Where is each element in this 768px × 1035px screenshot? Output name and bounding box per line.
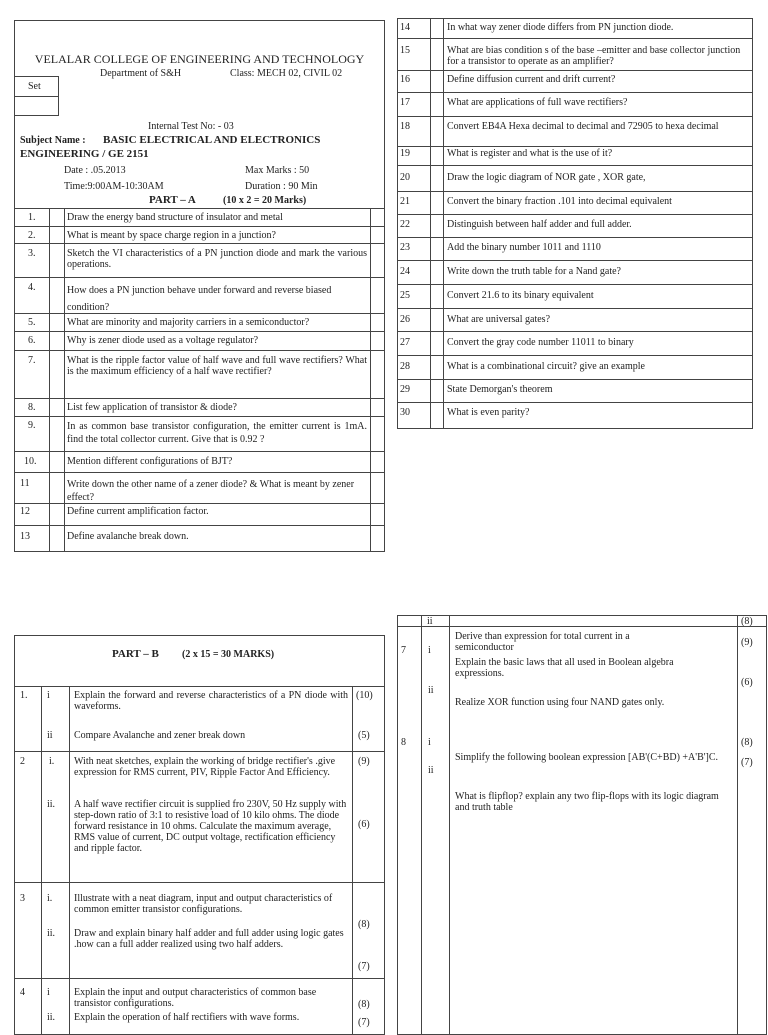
part-b-title: PART – B xyxy=(112,648,159,660)
question-text: Write down the other name of a zener diode? & What is meant by zener effect? xyxy=(67,479,355,503)
question-text: With neat sketches, explain the working of bridge rectifier's .give expression for RMS current, PIV, Ripple Factor And Efficiency. xyxy=(74,756,336,778)
question-text: Realize XOR function using four NAND gates only. xyxy=(455,697,665,708)
sub-question-label: i. xyxy=(47,893,53,904)
question-number: 4. xyxy=(28,282,36,293)
question-text: What is the ripple factor value of half wave and full wave rectifiers? What is the maximum efficiency of a half wave rectifier? xyxy=(67,355,367,377)
question-number: 2 xyxy=(20,756,25,767)
question-number: 29 xyxy=(400,384,410,395)
question-text: Explain the forward and reverse characteristics of a PN diode with waveforms. xyxy=(74,690,348,712)
question-number: 21 xyxy=(400,196,410,207)
question-text: Convert 21.6 to its binary equivalent xyxy=(447,290,594,301)
question-number: 7 xyxy=(401,645,406,656)
question-text: Draw the energy band structure of insulator and metal xyxy=(67,212,283,223)
question-number: 4 xyxy=(20,987,25,998)
question-text: Draw the logic diagram of NOR gate , XOR gate, xyxy=(447,172,646,183)
question-number: 14 xyxy=(400,22,410,33)
question-number: 15 xyxy=(400,45,410,56)
question-marks: (7) xyxy=(358,961,370,972)
question-text: List few application of transistor & diode? xyxy=(67,402,237,413)
question-number: 8. xyxy=(28,402,36,413)
question-text: Convert the binary fraction .101 into decimal equivalent xyxy=(447,196,672,207)
part-b-marks: (2 x 15 = 30 MARKS) xyxy=(182,649,275,660)
question-text: In what way zener diode differs from PN junction diode. xyxy=(447,22,674,33)
question-text: Compare Avalanche and zener break down xyxy=(74,730,246,741)
question-text: What is flipflop? explain any two flip-flops with its logic diagram and truth table xyxy=(455,791,719,813)
subject-label: Subject Name : xyxy=(20,135,86,146)
question-text: In as common base transistor configuration, the emitter current is 1mA. find the total collector current. Give that is 0.92 ? xyxy=(67,421,367,445)
question-text: What are bias condition s of the base –emitter and base collector junction for a transistor to operate as an amplifier? xyxy=(447,45,741,67)
question-text: Define diffusion current and drift current? xyxy=(447,74,616,85)
sub-question-label: i. xyxy=(49,756,55,767)
question-marks: (7) xyxy=(358,1017,370,1028)
question-number: 13 xyxy=(20,531,30,542)
question-text: Mention different configurations of BJT? xyxy=(67,456,233,467)
subject-name: BASIC ELECTRICAL AND ELECTRONICS xyxy=(103,134,321,146)
question-number: 8 xyxy=(401,737,406,748)
question-text: How does a PN junction behave under forward and reverse biased condition? xyxy=(67,285,332,313)
question-text: Sketch the VI characteristics of a PN junction diode and mark the various operations. xyxy=(67,248,367,270)
question-text: What is a combinational circuit? give an example xyxy=(447,361,645,372)
set-label: Set xyxy=(28,81,41,92)
question-marks: (8) xyxy=(358,919,370,930)
question-text: What are applications of full wave rectifiers? xyxy=(447,97,628,108)
exam-time: Time:9:00AM-10:30AM xyxy=(64,181,164,192)
question-number: 11 xyxy=(20,478,30,489)
question-marks: (5) xyxy=(358,730,370,741)
sub-question-label: ii xyxy=(428,765,434,776)
question-number: 24 xyxy=(400,266,410,277)
part-a-title: PART – A xyxy=(149,194,196,206)
question-marks: (7) xyxy=(741,757,753,768)
question-text: Convert the gray code number 11011 to binary xyxy=(447,337,634,348)
sub-question-label: ii xyxy=(427,616,433,627)
question-number: 18 xyxy=(400,121,410,132)
sub-question-label: i xyxy=(428,737,431,748)
test-number: Internal Test No: - 03 xyxy=(148,121,234,132)
question-text: Write down the truth table for a Nand gate? xyxy=(447,266,621,277)
question-number: 23 xyxy=(400,242,410,253)
question-number: 25 xyxy=(400,290,410,301)
question-text: Define avalanche break down. xyxy=(67,531,189,542)
sub-question-label: i xyxy=(428,645,431,656)
question-text: What are minority and majority carriers in a semiconductor? xyxy=(67,317,310,328)
question-number: 7. xyxy=(28,355,36,366)
question-number: 22 xyxy=(400,219,410,230)
question-text: What is even parity? xyxy=(447,407,530,418)
question-number: 3 xyxy=(20,893,25,904)
question-number: 16 xyxy=(400,74,410,85)
question-number: 12 xyxy=(20,506,30,517)
question-marks: (8) xyxy=(741,616,753,627)
question-text: Define current amplification factor. xyxy=(67,506,209,517)
question-number: 1. xyxy=(28,212,36,223)
question-marks: (6) xyxy=(741,677,753,688)
question-text: What is meant by space charge region in a junction? xyxy=(67,230,276,241)
sub-question-label: ii xyxy=(47,730,53,741)
question-text: Illustrate with a neat diagram, input and output characteristics of common emitter transistor configurations. xyxy=(74,893,333,915)
question-text: Distinguish between half adder and full adder. xyxy=(447,219,632,230)
question-text: Draw and explain binary half adder and full adder using logic gates .how can a full adder realized using two half adders. xyxy=(74,928,344,950)
part-a-marks: (10 x 2 = 20 Marks) xyxy=(223,195,307,206)
max-marks: Max Marks : 50 xyxy=(245,165,310,176)
question-text: Why is zener diode used as a voltage regulator? xyxy=(67,335,259,346)
question-marks: (9) xyxy=(741,637,753,648)
question-text: A half wave rectifier circuit is supplied fro 230V, 50 Hz supply with step-down ratio of 3:1 to resistive load of 10 kilo ohms. The diode forward resistance in 10 ohms. Calculate the maximum average, RMS value of current, DC output voltage, rectification efficiency and ripple factor. xyxy=(74,799,347,854)
question-text: Derive than expression for total current in a semiconductor xyxy=(455,631,630,653)
question-text: What is register and what is the use of it? xyxy=(447,148,613,159)
question-marks: (10) xyxy=(356,690,373,701)
exam-duration: Duration : 90 Min xyxy=(245,181,318,192)
question-text: Explain the basic laws that all used in Boolean algebra expressions. xyxy=(455,657,674,679)
question-text: Explain the input and output characteristics of common base transistor configurations. xyxy=(74,987,317,1009)
question-number: 28 xyxy=(400,361,410,372)
question-number: 17 xyxy=(400,97,410,108)
question-number: 19 xyxy=(400,148,410,159)
question-number: 9. xyxy=(28,420,36,431)
question-number: 20 xyxy=(400,172,410,183)
question-text: Add the binary number 1011 and 1110 xyxy=(447,242,601,253)
sub-question-label: ii. xyxy=(47,1012,56,1023)
sub-question-label: ii. xyxy=(47,799,56,810)
question-text: Explain the operation of half rectifiers with wave forms. xyxy=(74,1012,300,1023)
question-number: 27 xyxy=(400,337,410,348)
exam-date: Date : .05.2013 xyxy=(64,165,126,176)
question-marks: (8) xyxy=(358,999,370,1010)
question-number: 10. xyxy=(24,456,37,467)
question-number: 6. xyxy=(28,335,36,346)
question-number: 26 xyxy=(400,314,410,325)
sub-question-label: ii xyxy=(428,685,434,696)
question-text: State Demorgan's theorem xyxy=(447,384,553,395)
question-number: 2. xyxy=(28,230,36,241)
question-number: 5. xyxy=(28,317,36,328)
question-text: Convert EB4A Hexa decimal to decimal and 72905 to hexa decimal xyxy=(447,121,719,132)
question-marks: (6) xyxy=(358,819,370,830)
college-name: VELALAR COLLEGE OF ENGINEERING AND TECHNOLOGY xyxy=(34,52,365,66)
question-number: 1. xyxy=(20,690,28,701)
sub-question-label: i xyxy=(47,690,50,701)
subject-code: ENGINEERING / GE 2151 xyxy=(20,148,149,160)
question-marks: (9) xyxy=(358,756,370,767)
sub-question-label: i xyxy=(47,987,50,998)
department: Department of S&H xyxy=(100,68,182,79)
question-marks: (8) xyxy=(741,737,753,748)
class-info: Class: MECH 02, CIVIL 02 xyxy=(230,68,343,79)
question-number: 30 xyxy=(400,407,410,418)
question-text: What are universal gates? xyxy=(447,314,551,325)
question-number: 3. xyxy=(28,248,36,259)
question-text: Simplify the following boolean expression [AB'(C+BD) +A'B']C. xyxy=(455,752,719,763)
sub-question-label: ii. xyxy=(47,928,56,939)
